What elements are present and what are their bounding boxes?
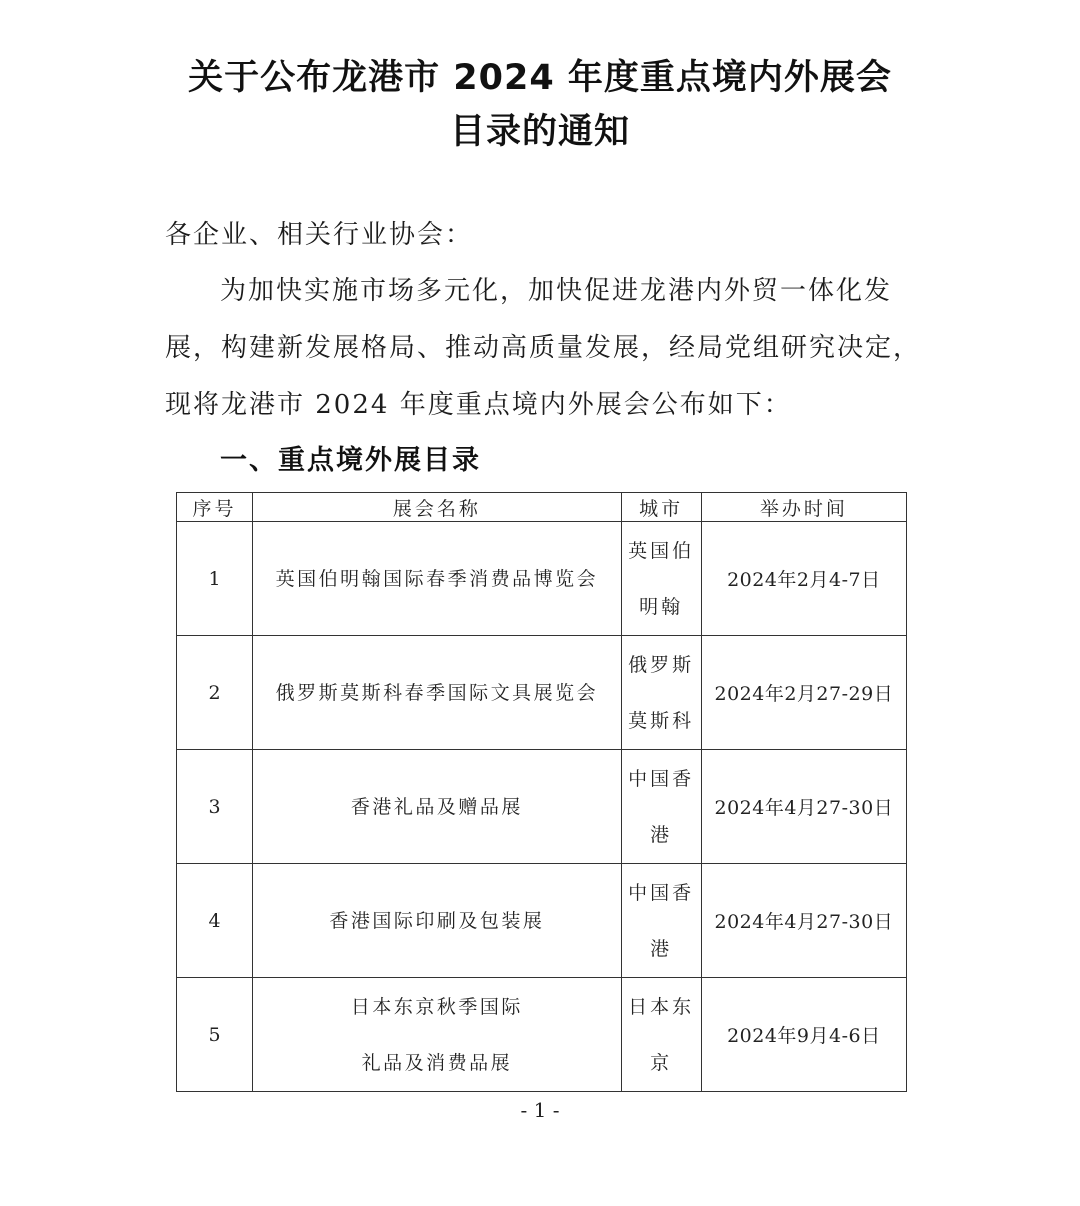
row-name-line-1: 英国伯明翰国际春季消费品博览会 xyxy=(275,567,599,590)
row-date: 2024年2月27-29日 xyxy=(701,636,906,750)
row-name xyxy=(253,978,622,1092)
row-name-line-1: 俄罗斯莫斯科春季国际文具展览会 xyxy=(275,681,599,704)
body-paragraph-line-2: 展，构建新发展格局、推动高质量发展，经局党组研究决定， xyxy=(165,333,922,363)
row-name xyxy=(253,522,622,636)
row-no: 4 xyxy=(177,864,253,978)
header-name: 展会名称 xyxy=(253,493,622,522)
body-paragraph-line-3: 现将龙港市 2024 年度重点境内外展会公布如下： xyxy=(165,390,792,420)
row-name xyxy=(253,750,622,864)
row-date: 2024年4月27-30日 xyxy=(701,750,906,864)
row-city-text: 俄罗斯莫斯科 xyxy=(628,653,695,732)
row-no: 5 xyxy=(177,978,253,1092)
table-row xyxy=(177,750,907,864)
header-city: 城市 xyxy=(621,493,701,522)
row-name-line-1: 香港国际印刷及包装展 xyxy=(329,909,545,932)
row-date: 2024年2月4-7日 xyxy=(701,522,906,636)
document-title-line-1: 关于公布龙港市 2024 年度重点境内外展会 xyxy=(188,58,892,98)
row-name xyxy=(253,864,622,978)
body-paragraph-line-1: 为加快实施市场多元化，加快促进龙港内外贸一体化发 xyxy=(220,276,893,306)
header-no: 序号 xyxy=(177,493,253,522)
row-city xyxy=(621,978,701,1092)
row-name-line-1: 香港礼品及赠品展 xyxy=(350,795,523,818)
row-no: 3 xyxy=(177,750,253,864)
row-city-text: 中国香港 xyxy=(628,881,695,960)
row-city-text: 日本东京 xyxy=(628,995,695,1074)
table-row xyxy=(177,864,907,978)
row-date: 2024年9月4-6日 xyxy=(701,978,906,1092)
table-row xyxy=(177,636,907,750)
row-name-line-1: 日本东京秋季国际 xyxy=(350,995,523,1018)
row-no: 2 xyxy=(177,636,253,750)
row-date: 2024年4月27-30日 xyxy=(701,864,906,978)
header-date: 举办时间 xyxy=(701,493,906,522)
row-name-line-2: 礼品及消费品展 xyxy=(361,1051,513,1074)
row-no: 1 xyxy=(177,522,253,636)
page-number: - 1 - xyxy=(520,1098,560,1122)
salutation: 各企业、相关行业协会： xyxy=(165,220,474,250)
row-city-text: 英国伯明翰 xyxy=(628,539,695,618)
table-header-row xyxy=(177,493,907,522)
document-title-line-2: 目录的通知 xyxy=(449,112,630,152)
exhibition-table xyxy=(176,492,907,1092)
row-city xyxy=(621,750,701,864)
row-city xyxy=(621,864,701,978)
row-city xyxy=(621,522,701,636)
section-heading: 一、重点境外展目录 xyxy=(220,445,481,476)
row-city xyxy=(621,636,701,750)
table-row xyxy=(177,522,907,636)
row-name xyxy=(253,636,622,750)
table-row xyxy=(177,978,907,1092)
row-city-text: 中国香港 xyxy=(628,767,695,846)
